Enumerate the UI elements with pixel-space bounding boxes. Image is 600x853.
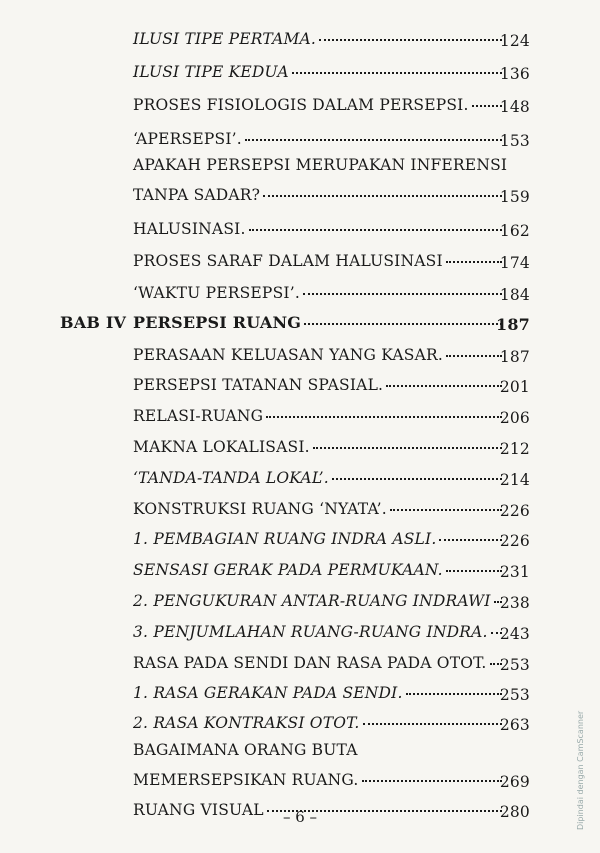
dot-leader — [362, 780, 502, 782]
toc-entry — [0, 522, 600, 552]
toc-entry-page: 253 — [499, 686, 530, 704]
toc-entry-page: 124 — [499, 32, 530, 50]
toc-entry — [0, 706, 600, 736]
toc-entry-title-line1: APAKAH PERSEPSI MERUPAKAN INFERENSI — [133, 156, 508, 174]
toc-entry — [0, 553, 600, 583]
toc-entry-title-wrap — [133, 220, 502, 238]
toc-entry-title-wrap — [133, 530, 502, 548]
toc-entry-title-wrap — [133, 684, 502, 702]
toc-entry-title: RASA PADA SENDI DAN RASA PADA OTOT. — [133, 654, 487, 672]
toc-entry — [0, 244, 600, 274]
toc-entry-title: 2. PENGUKURAN ANTAR-RUANG INDRAWI — [133, 592, 491, 610]
toc-entry-title: 1. RASA GERAKAN PADA SENDI. — [133, 684, 403, 702]
dot-leader — [303, 293, 502, 295]
toc-entry-title-wrap — [133, 407, 502, 425]
toc-entry-title: HALUSINASI. — [133, 220, 246, 238]
dot-leader — [313, 447, 502, 449]
toc-entry-title: ‘APERSEPSI’. — [133, 130, 242, 148]
toc-entry-title: ‘TANDA-TANDA LOKAL’. — [133, 469, 329, 487]
dot-leader — [363, 723, 502, 725]
toc-entry-title: PROSES FISIOLOGIS DALAM PERSEPSI. — [133, 96, 469, 114]
toc-entry-page: 148 — [499, 98, 530, 116]
dot-leader — [266, 416, 502, 418]
toc-entry-page: 263 — [499, 716, 530, 734]
toc-entry — [0, 461, 600, 491]
toc-entry-title-wrap — [133, 96, 502, 114]
toc-entry — [0, 676, 600, 706]
toc-entry-title-wrap — [133, 346, 502, 364]
toc-entry-title-wrap — [133, 284, 502, 302]
toc-entry-page: 159 — [499, 188, 530, 206]
dot-leader — [304, 323, 502, 325]
toc-entry-title: RELASI-RUANG — [133, 407, 264, 425]
toc-entry-title-wrap — [133, 438, 502, 456]
toc-entry-title-wrap — [133, 313, 502, 332]
toc-entry — [0, 122, 600, 152]
toc-entry-title-wrap — [133, 130, 502, 148]
toc-entry-title: RUANG VISUAL — [133, 801, 264, 819]
toc-entry-page: 231 — [499, 563, 530, 581]
toc-entry-page: 226 — [499, 502, 530, 520]
toc-entry-title-wrap — [133, 714, 502, 732]
toc-entry-title: PERSEPSI RUANG — [133, 313, 302, 332]
dot-leader — [406, 693, 502, 695]
dot-leader — [386, 385, 502, 387]
toc-entry-page: 187 — [499, 348, 530, 366]
toc-entry-page: 174 — [499, 254, 530, 272]
toc-entry-title: MEMERSEPSIKAN RUANG. — [133, 771, 359, 789]
toc-entry — [0, 492, 600, 522]
toc-entry — [0, 22, 600, 52]
toc-entry-page: 201 — [499, 378, 530, 396]
toc-entry-page: 153 — [499, 132, 530, 150]
toc-entry-title: ‘WAKTU PERSEPSI’. — [133, 284, 300, 302]
dot-leader — [292, 72, 502, 74]
toc-entry-page: 269 — [499, 773, 530, 791]
toc-entry-title-wrap — [133, 469, 502, 487]
toc-entry-title: 1. PEMBAGIAN RUANG INDRA ASLI. — [133, 530, 437, 548]
toc-entry-title-wrap — [133, 561, 502, 579]
toc-entry-title-wrap — [133, 376, 502, 394]
chapter-label: BAB IV — [60, 313, 127, 332]
toc-entry-title: ILUSI TIPE PERTAMA. — [133, 30, 317, 48]
dot-leader — [390, 509, 502, 511]
toc-entry — [0, 399, 600, 429]
toc-entry-title-wrap — [133, 654, 502, 672]
toc-entry-title-wrap — [133, 186, 502, 204]
toc-entry — [0, 430, 600, 460]
toc-entry-page: 243 — [499, 625, 530, 643]
toc-entry-page: 212 — [499, 440, 530, 458]
toc-entry-title-line1: BAGAIMANA ORANG BUTA — [133, 741, 358, 759]
toc-entry-title-wrap — [133, 623, 502, 641]
toc-entry-title-wrap — [133, 30, 502, 48]
toc-entry-title: 2. RASA KONTRAKSI OTOT. — [133, 714, 360, 732]
toc-entry-page: 253 — [499, 656, 530, 674]
toc-entry — [0, 88, 600, 118]
toc-entry — [0, 338, 600, 368]
page-number: – 6 – — [282, 808, 318, 826]
dot-leader — [332, 478, 502, 480]
toc-entry — [0, 368, 600, 398]
toc-entry-page: 214 — [499, 471, 530, 489]
toc-entry-title: TANPA SADAR? — [133, 186, 261, 204]
scanner-watermark: Dipindai dengan CamScanner — [576, 710, 585, 830]
toc-entry — [0, 55, 600, 85]
toc-entry-page: 226 — [499, 532, 530, 550]
dot-leader — [263, 195, 502, 197]
toc-entry-page: 184 — [499, 286, 530, 304]
toc-entry-title-wrap — [133, 592, 502, 610]
toc-entry-page: 187 — [496, 315, 530, 334]
toc-entry — [0, 156, 600, 208]
dot-leader — [245, 139, 502, 141]
toc-entry — [0, 276, 600, 306]
dot-leader — [319, 39, 502, 41]
toc-entry-title-wrap — [133, 63, 502, 81]
toc-entry-title-wrap — [133, 252, 502, 270]
toc-entry-page: 238 — [499, 594, 530, 612]
toc-entry-title: PERSEPSI TATANAN SPASIAL. — [133, 376, 384, 394]
toc-entry-page: 136 — [499, 65, 530, 83]
toc-entry — [0, 584, 600, 614]
dot-leader — [249, 229, 502, 231]
toc-entry-title: MAKNA LOKALISASI. — [133, 438, 310, 456]
toc-entry-page: 206 — [499, 409, 530, 427]
toc-entry-title: PROSES SARAF DALAM HALUSINASI — [133, 252, 443, 270]
toc-entry — [0, 615, 600, 645]
toc-entry-title: KONSTRUKSI RUANG ‘NYATA’. — [133, 500, 387, 518]
toc-entry-title-wrap — [133, 771, 502, 789]
toc-entry-title: ILUSI TIPE KEDUA — [133, 63, 289, 81]
toc-entry — [0, 646, 600, 676]
toc-entry-page: 162 — [499, 222, 530, 240]
toc-entry-page: 280 — [499, 803, 530, 821]
toc-entry-title-wrap — [133, 500, 502, 518]
toc-entry — [0, 306, 600, 336]
toc-entry — [0, 741, 600, 793]
toc-entry-title: 3. PENJUMLAHAN RUANG-RUANG INDRA. — [133, 623, 488, 641]
toc-entry-title: SENSASI GERAK PADA PERMUKAAN. — [133, 561, 443, 579]
toc-entry — [0, 212, 600, 242]
toc-entry-title: PERASAAN KELUASAN YANG KASAR. — [133, 346, 443, 364]
